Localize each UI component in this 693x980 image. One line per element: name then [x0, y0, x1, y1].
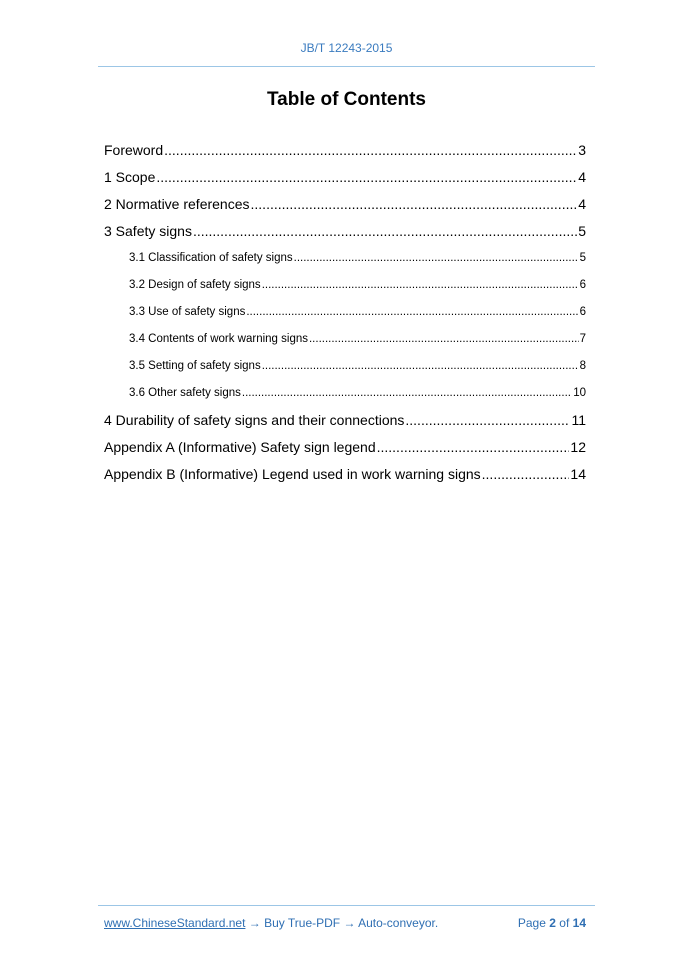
- page-current: 2: [549, 916, 556, 930]
- footer-tagline: → Buy True-PDF → Auto-conveyor.: [245, 916, 439, 930]
- toc-leader-dots: [193, 221, 577, 241]
- toc-leader-dots: [246, 302, 578, 322]
- toc-leader-dots: [251, 194, 578, 214]
- toc-entry-page: 5: [578, 223, 586, 239]
- toc-entry-label: 3.3 Use of safety signs: [129, 306, 246, 318]
- toc-leader-dots: [294, 248, 579, 268]
- page-indicator: [518, 916, 586, 930]
- toc-entry-label: 1 Scope: [104, 169, 156, 185]
- toc-entry-label: Foreword: [104, 142, 164, 158]
- page-of: of: [559, 916, 570, 930]
- website-link[interactable]: www.ChineseStandard.net: [104, 916, 246, 930]
- toc-entry[interactable]: [104, 140, 586, 167]
- toc-entry-label: 3 Safety signs: [104, 223, 192, 239]
- toc-entry[interactable]: [104, 302, 586, 329]
- toc-entry-page: 10: [573, 387, 586, 399]
- toc-entry-page: 8: [579, 360, 586, 372]
- page-title: Table of Contents: [266, 89, 427, 110]
- toc-entry-page: 6: [579, 279, 586, 291]
- toc-entry-label: 3.6 Other safety signs: [129, 387, 241, 399]
- document-code: JB/T 12243-2015: [300, 41, 393, 55]
- toc-entry-page: 14: [570, 466, 586, 482]
- header-rule: [98, 66, 595, 67]
- toc-entry-label: 3.1 Classification of safety signs: [129, 252, 293, 264]
- toc-entry[interactable]: [104, 464, 586, 491]
- toc-entry-label: 3.4 Contents of work warning signs: [129, 333, 308, 345]
- toc-leader-dots: [242, 383, 572, 403]
- toc-entry[interactable]: [104, 167, 586, 194]
- toc-entry-page: 3: [578, 142, 586, 158]
- toc-entry[interactable]: [104, 356, 586, 383]
- toc-entry-page: 6: [579, 306, 586, 318]
- toc-entry[interactable]: [104, 248, 586, 275]
- toc-entry-page: 4: [578, 169, 586, 185]
- toc-leader-dots: [405, 410, 570, 430]
- toc-leader-dots: [262, 275, 579, 295]
- toc-entry[interactable]: [104, 410, 586, 437]
- footer-rule: [98, 905, 595, 906]
- toc-leader-dots: [482, 464, 570, 484]
- toc-entry[interactable]: [104, 194, 586, 221]
- table-of-contents: [104, 140, 586, 491]
- toc-entry[interactable]: [104, 383, 586, 410]
- toc-entry[interactable]: [104, 329, 586, 356]
- toc-entry-page: 11: [571, 412, 586, 428]
- toc-entry-label: Appendix B (Informative) Legend used in work warning signs: [104, 466, 481, 482]
- toc-entry-page: 4: [578, 196, 586, 212]
- toc-entry-page: 12: [570, 439, 586, 455]
- toc-leader-dots: [164, 140, 577, 160]
- toc-entry-label: 4 Durability of safety signs and their connections: [104, 412, 405, 428]
- page-word: Page: [517, 916, 546, 930]
- toc-entry-page: 5: [579, 252, 586, 264]
- page-total: 14: [572, 916, 586, 930]
- toc-leader-dots: [156, 167, 577, 187]
- toc-leader-dots: [377, 437, 570, 457]
- toc-leader-dots: [262, 356, 579, 376]
- toc-entry-label: Appendix A (Informative) Safety sign legend: [104, 439, 376, 455]
- toc-entry-label: 2 Normative references: [104, 196, 250, 212]
- toc-leader-dots: [309, 329, 579, 349]
- toc-entry[interactable]: [104, 221, 586, 248]
- toc-entry[interactable]: [104, 437, 586, 464]
- toc-entry[interactable]: [104, 275, 586, 302]
- footer: [104, 916, 586, 930]
- toc-entry-page: 7: [579, 333, 586, 345]
- footer-left: [104, 916, 438, 930]
- toc-entry-label: 3.2 Design of safety signs: [129, 279, 261, 291]
- toc-entry-label: 3.5 Setting of safety signs: [129, 360, 261, 372]
